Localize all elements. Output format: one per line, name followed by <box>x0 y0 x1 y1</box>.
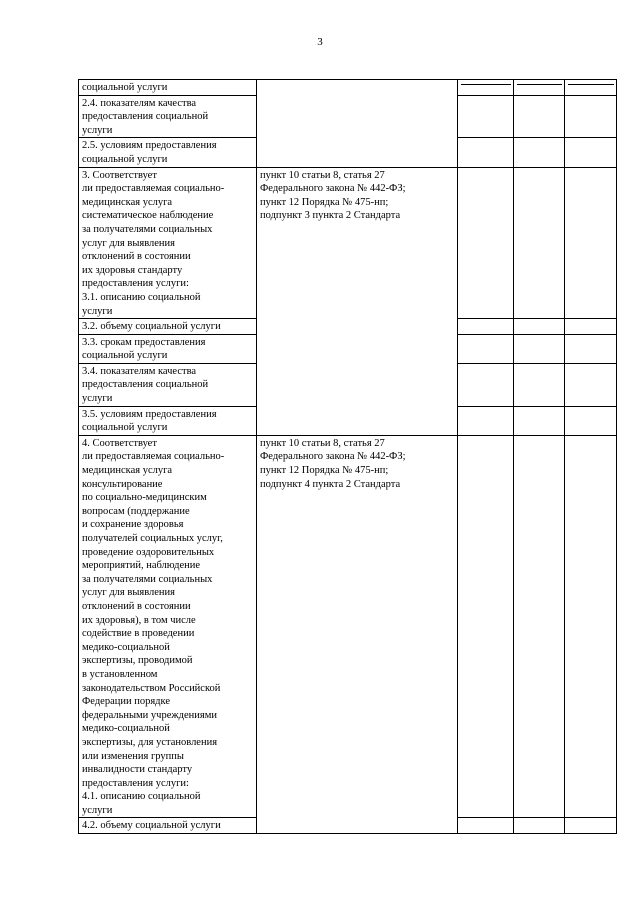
criterion-text: 3.2. объему социальной услуги <box>82 321 221 333</box>
mark-cell <box>514 818 565 834</box>
mark-cell <box>565 319 617 335</box>
mark-cell <box>458 363 514 406</box>
criterion-cell <box>79 80 257 96</box>
mark-cell <box>514 334 565 363</box>
checklist-table <box>78 79 617 834</box>
mark-cell <box>458 80 514 96</box>
page-number: 3 <box>317 36 323 48</box>
mark-rule <box>461 81 511 85</box>
criterion-cell <box>79 334 257 363</box>
mark-cell <box>565 334 617 363</box>
criterion-cell <box>79 818 257 834</box>
mark-cell <box>514 363 565 406</box>
criterion-cell <box>79 138 257 167</box>
criterion-cell <box>79 363 257 406</box>
mark-cell <box>514 167 565 319</box>
criterion-text: 4. Соответствует ли предоставляемая социально- медицинская услуга консультирование по социально-медицинским вопросам (поддержание и сохранение здоровья получателей социальных услуг, проведение оздоровительных мероприятий, наблюдение за получателями социальных услуг для выявления отклонений в состоянии их здоровья), в том числе содействие в проведении медико-социальной экспертизы, проводимой в установленном законодательством Российской Федерации порядке федеральными учреждениями медико-социальной экспертизы, для установления или изменения группы инвалидности стандарту предоставления услуги: 4.1. описанию социальной услуги <box>82 437 225 816</box>
criterion-text: 2.5. условиям предоставления социальной услуги <box>82 140 217 165</box>
mark-cell <box>565 435 617 818</box>
criterion-text: 4.2. объему социальной услуги <box>82 820 221 832</box>
mark-cell <box>514 138 565 167</box>
mark-cell <box>458 334 514 363</box>
mark-cell <box>565 167 617 319</box>
mark-cell <box>514 406 565 435</box>
mark-cell <box>458 319 514 335</box>
mark-cell <box>565 818 617 834</box>
mark-cell <box>514 95 565 138</box>
mark-cell <box>458 818 514 834</box>
mark-cell <box>458 406 514 435</box>
mark-cell <box>565 95 617 138</box>
basis-text: пункт 10 статьи 8, статья 27 Федерального закона № 442-ФЗ; пункт 12 Порядка № 475-нп; подпункт 4 пункта 2 Стандарта <box>260 437 406 490</box>
mark-rule <box>517 81 562 85</box>
criterion-cell <box>79 167 257 319</box>
basis-cell <box>257 167 458 435</box>
criterion-cell <box>79 435 257 818</box>
criterion-text: 3.5. условиям предоставления социальной услуги <box>82 408 217 434</box>
mark-cell <box>514 435 565 818</box>
criterion-cell <box>79 95 257 138</box>
mark-rule <box>568 81 614 85</box>
criterion-text: социальной услуги <box>82 82 168 93</box>
basis-cell <box>257 80 458 168</box>
mark-cell <box>458 138 514 167</box>
criterion-text: 3.4. показателям качества предоставления социальной услуги <box>82 365 209 405</box>
criterion-text: 3.3. срокам предоставления социальной услуги <box>82 336 206 362</box>
mark-cell <box>458 435 514 818</box>
mark-cell <box>565 138 617 167</box>
criterion-cell <box>79 406 257 435</box>
criterion-cell <box>79 319 257 335</box>
criterion-text: 2.4. показателям качества предоставления социальной услуги <box>82 97 209 136</box>
mark-cell <box>565 80 617 96</box>
table-row <box>79 167 617 319</box>
basis-cell <box>257 435 458 833</box>
criterion-text: 3. Соответствует ли предоставляемая социально- медицинская услуга систематическое наблюдение за получателями социальных услуг для выявления отклонений в состоянии их здоровья стандарту предоставления услуги: 3.1. описанию социальной услуги <box>82 169 225 317</box>
table-row <box>79 435 617 818</box>
basis-text: пункт 10 статьи 8, статья 27 Федерального закона № 442-ФЗ; пункт 12 Порядка № 475-нп; подпункт 3 пункта 2 Стандарта <box>260 169 406 222</box>
mark-cell <box>458 167 514 319</box>
mark-cell <box>565 406 617 435</box>
mark-cell <box>565 363 617 406</box>
mark-cell <box>514 80 565 96</box>
mark-cell <box>458 95 514 138</box>
mark-cell <box>514 319 565 335</box>
table-row <box>79 80 617 96</box>
